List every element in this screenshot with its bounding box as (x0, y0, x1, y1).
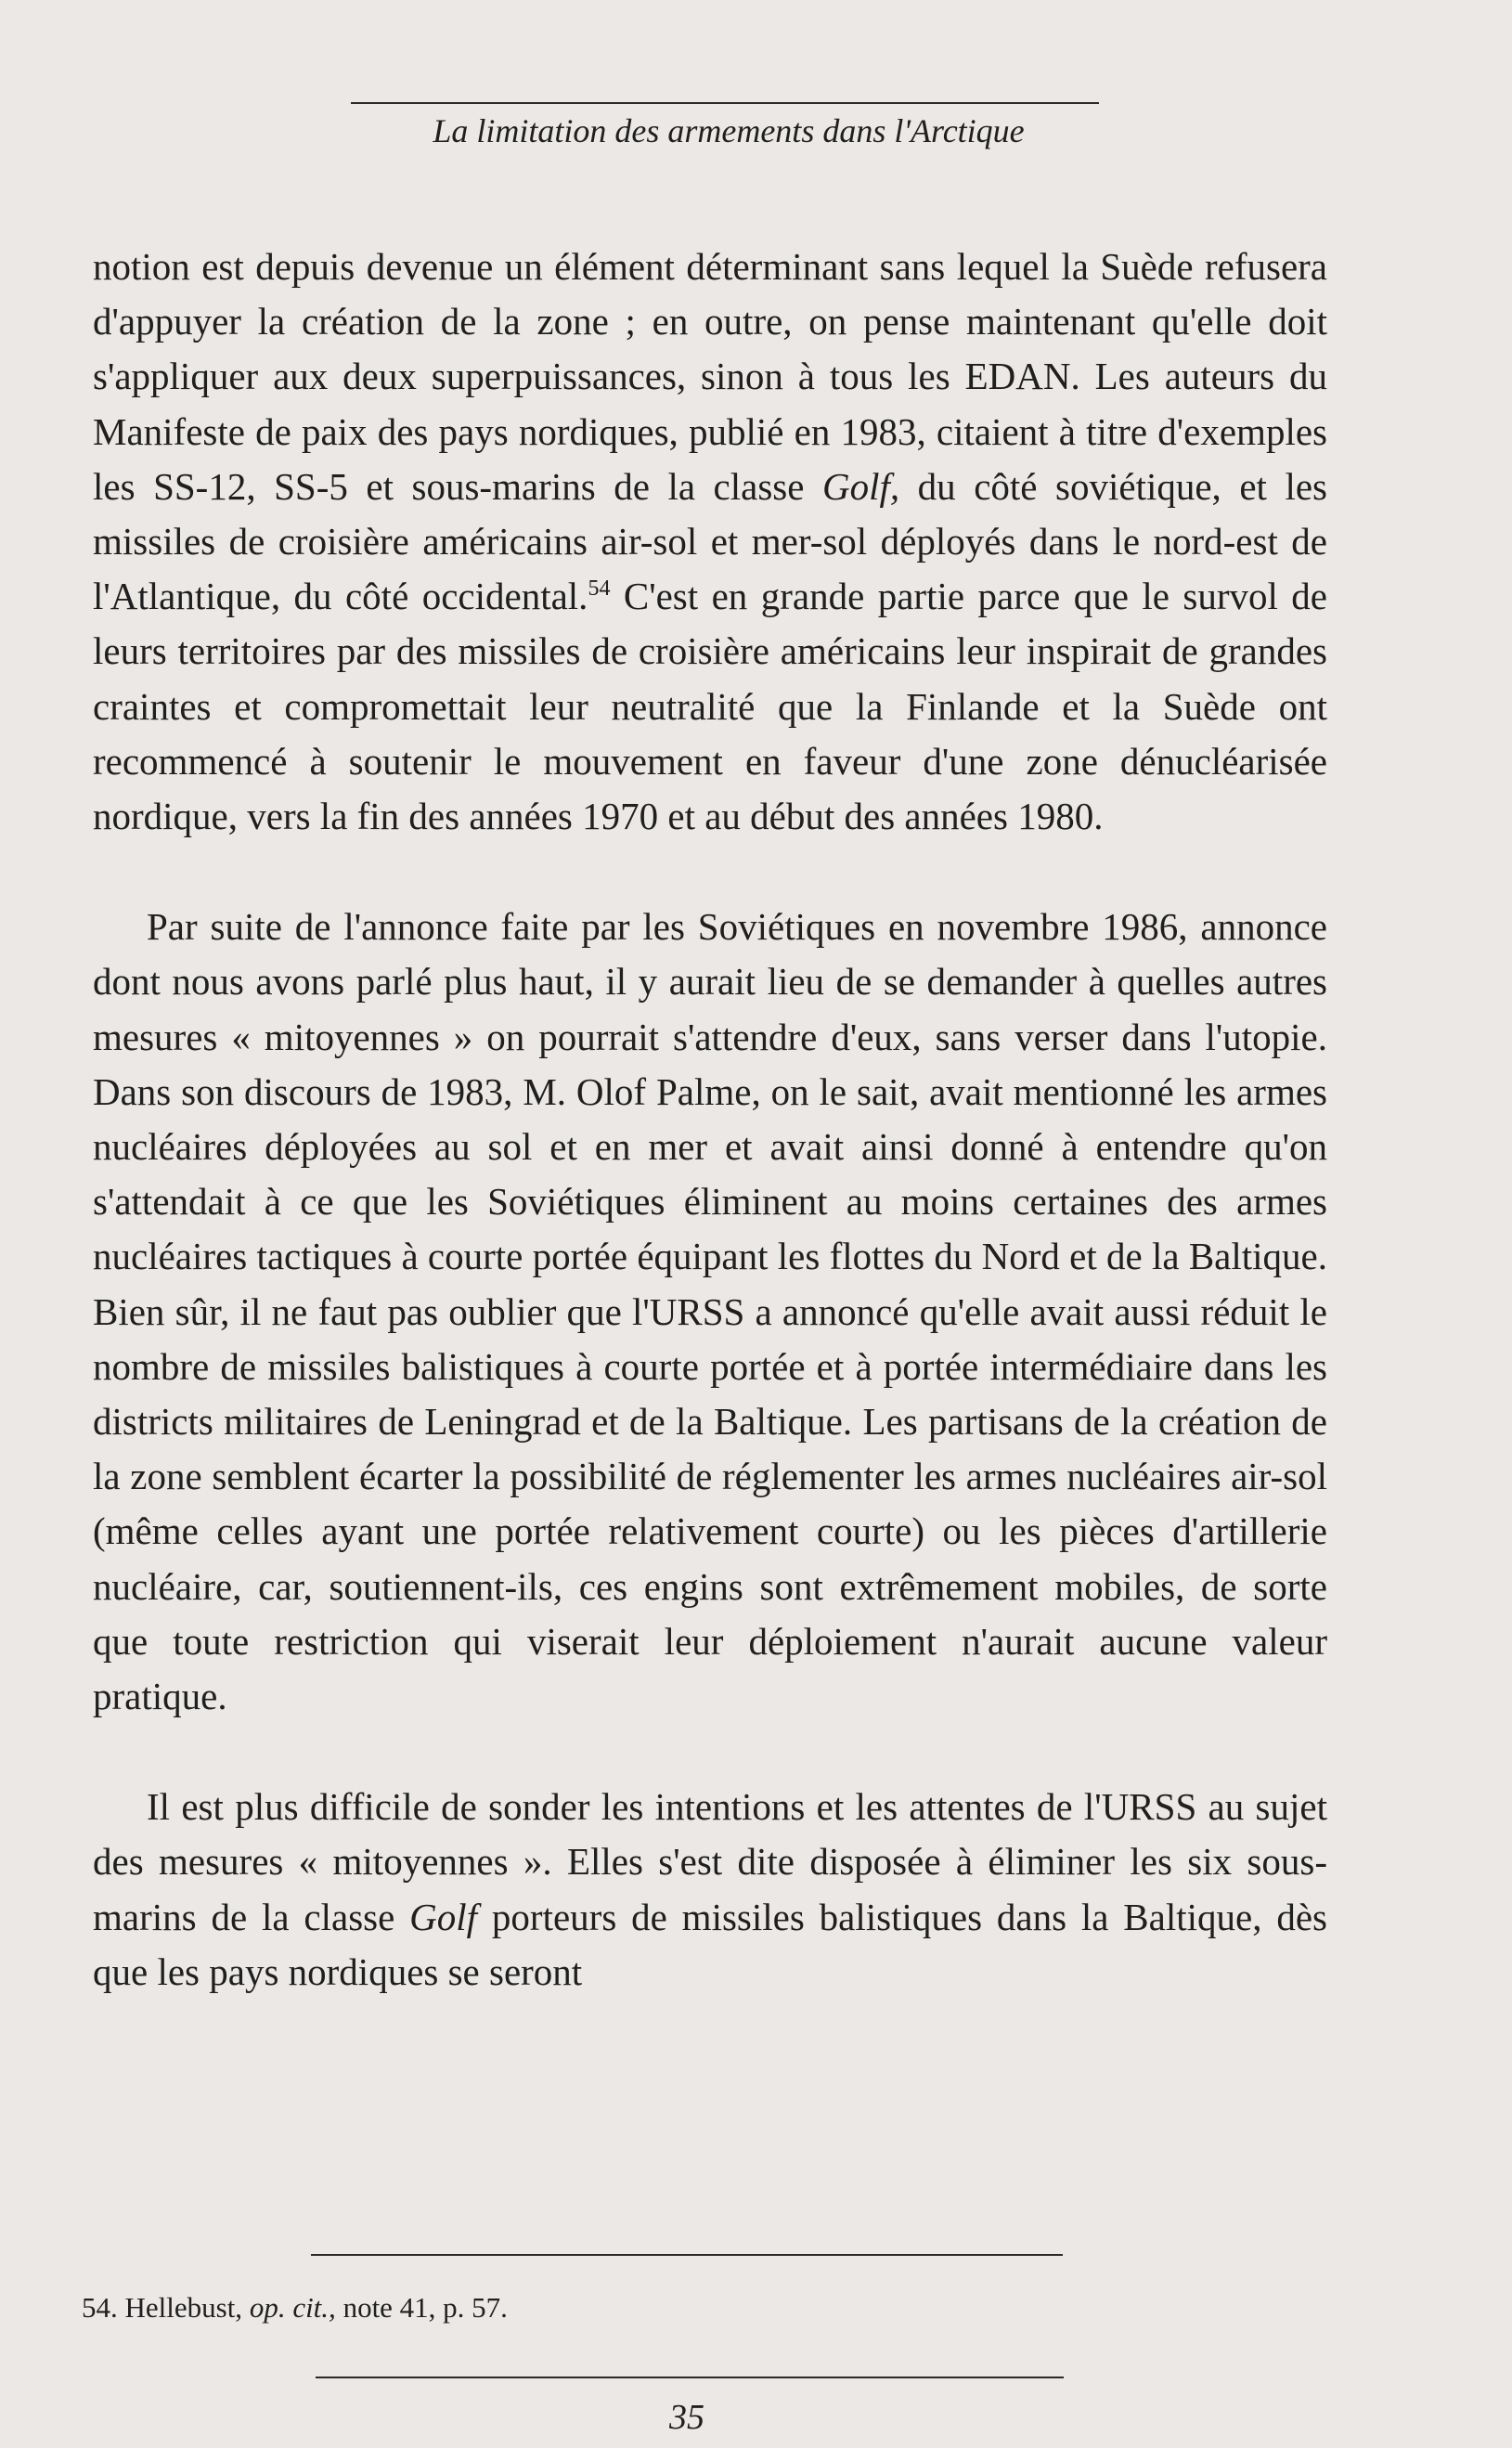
footnote-number: 54. (82, 2291, 118, 2324)
paragraph-3 (93, 1780, 1327, 2000)
golf-class-italic: Golf (409, 1895, 478, 1938)
footnote-author: Hellebust, (124, 2291, 243, 2324)
running-head: La limitation des armements dans l'Arctique (433, 112, 1025, 149)
body-text (93, 240, 1327, 2000)
page-number: 35 (669, 2398, 704, 2437)
paragraph-3-text-b: porteurs de missiles balistiques dans la Baltique, dès que les pays nordiques se seront (93, 1895, 1327, 1993)
footer-rule (316, 2377, 1064, 2378)
paragraph-2: Par suite de l'annonce faite par les Soviétiques en novembre 1986, annonce dont nous avons parlé plus haut, il y aurait lieu de se demander à quelles autres mesures « mitoyennes » on pourrait s'attendre d'eux, sans verser dans l'utopie. Dans son discours de 1983, M. Olof Palme, on le sait, avait mentionné les armes nucléaires déployées au sol et en mer et avait ainsi donné à entendre qu'on s'attendait à ce que les Soviétiques éliminent au moins certaines des armes nucléaires tactiques à courte portée équipant les flottes du Nord et de la Baltique. Bien sûr, il ne faut pas oublier que l'URSS a annoncé qu'elle avait aussi réduit le nombre de missiles balistiques à courte portée et à portée intermédiaire dans les districts militaires de Leningrad et de la Baltique. Les partisans de la création de la zone semblent écarter la possibilité de réglementer les armes nucléaires air-sol (même celles ayant une portée relativement courte) ou les pièces d'artillerie nucléaire, car, soutiennent-ils, ces engins sont extrêmement mobiles, de sorte que toute restriction qui viserait leur déploiement n'aurait aucune valeur pratique. (93, 905, 1327, 1718)
footnote-op-cit: op. cit., (249, 2291, 336, 2324)
header-rule (351, 102, 1099, 104)
footnote-reference: 54 (588, 576, 611, 602)
paragraph-1 (93, 240, 1327, 844)
golf-class-italic: Golf, (821, 464, 900, 508)
paragraph-1-text-a: notion est depuis devenue un élément déterminant sans lequel la Suède refusera d'appuyer la création de la zone ; en outre, on pense maintenant qu'elle doit s'appliquer aux deux superpuissances, sinon à tous les EDAN. Les auteurs du Manifeste de paix des pays nordiques, publié en 1983, citaient à titre d'exemples les SS-12, SS-5 et sous-marins de la classe (93, 245, 1327, 508)
paragraph-1-text-b: du côté soviétique, et les missiles de croisière américains air-sol et mer-sol déployés dans le nord-est de l'Atlantique, du côté occidental. (93, 464, 1327, 618)
footnote-rest: note 41, p. 57. (342, 2291, 508, 2324)
footnote (82, 2291, 508, 2325)
paragraph-3-text-a: Il est plus difficile de sonder les intentions et les attentes de l'URSS au sujet des mesures « mitoyennes ». Elles s'est dite disposée à éliminer les six sous-marins de la classe (93, 1785, 1327, 1938)
footnote-rule (311, 2254, 1063, 2256)
paragraph-1-text-c: C'est en grande partie parce que le survol de leurs territoires par des missiles de croisière américains leur inspirait de grandes craintes et compromettait leur neutralité que la Finlande et la Suède ont recommencé à soutenir le mouvement en faveur d'une zone dénucléarisée nordique, vers la fin des années 1970 et au début des années 1980. (93, 575, 1327, 838)
